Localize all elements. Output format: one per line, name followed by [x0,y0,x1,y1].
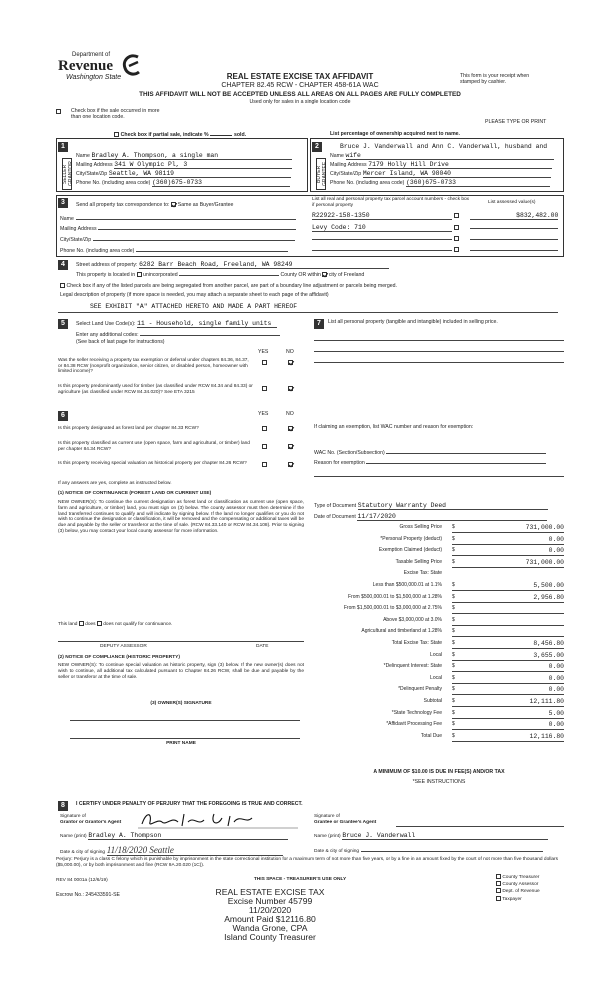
notice1-body: NEW OWNER(S): To continue the current designation as forest land or classification as current use (open space, farm and agriculture, or timber) land, you must sign on (3) below. The county assessor must then determine if the land transferred continues to qualify and will indicate by signing below. If the land no longer qualifies or you do not wish to continue the designation or classification, it will be removed and the compensating or additional taxes will be due and payable by the seller or transferor at the time of sale. (RCW 84.33.140 or RCW 84.34.108). Prior to signing (3) below, you may contact your local county assessor for more information. [58,500,304,534]
sec5-yes-header: YES [258,349,269,355]
tax-row-line [452,555,564,556]
tax-row-line [452,648,564,649]
same-as-buyer-checkbox[interactable] [171,202,176,207]
form-warning: THIS AFFIDAVIT WILL NOT BE ACCEPTED UNLESS ALL AREAS ON ALL PAGES ARE FULLY COMPLETED [139,91,461,98]
treasurer-stamp [170,888,370,942]
tax-row [403,570,564,579]
deputy-assessor-label: DEPUTY ASSESSOR [100,644,147,649]
tax-row-line [452,625,564,626]
tax-row-label: From $500,000.01 to $1,500,000 at 1.28% [348,593,442,600]
grantee-name-field[interactable]: Bruce J. Vanderwall [342,832,548,840]
seller-city-row: City/State/Zip Seattle, WA 98119 [76,170,302,178]
buyer-mail-row: Mailing Address 7179 Holly Hill Drive [330,161,560,169]
rev-number: REV 84 0001a (12/6/19) [56,878,108,883]
buyer-phone-field[interactable]: (360)675-0733 [406,179,550,187]
tax-row-label: Exemption Claimed (deduct) [378,547,442,554]
assessed-3-field[interactable] [470,234,558,240]
seller-mail-field[interactable]: 341 W Olympic Pl, 3 [114,161,292,169]
tax-row-value[interactable]: 12,116.80 [529,732,564,740]
tax-row-currency: $ [452,593,455,600]
seller-city-field[interactable]: Seattle, WA 98119 [109,170,291,178]
reason-row: Reason for exemption [314,459,564,467]
tax-row [372,582,564,591]
tax-row-label: Agricultural and timberland at 1.28% [361,628,442,635]
tax-row-currency: $ [452,709,455,716]
tax-row-value[interactable]: 731,000.00 [525,558,564,566]
sec6-q2-yes[interactable] [262,444,267,451]
dor-logo [58,52,148,94]
see-back-note: (See back of last page for instructions) [76,339,165,345]
sec3-name-row: Name [60,214,306,223]
doc-type-field[interactable]: Statutory Warranty Deed [358,502,548,510]
deputy-sig-line[interactable] [58,641,304,642]
sold-label: sold. [233,132,247,138]
tax-row-label: Local [430,651,442,658]
tax-row-label: Subtotal [423,698,442,704]
segregated-checkbox[interactable] [60,283,65,288]
tax-row-currency: $ [452,674,455,681]
section-3-number: 3 [58,198,68,208]
section-6-number: 6 [58,411,68,421]
parcel-row-2 [312,223,562,232]
parcel-row-1 [312,212,562,220]
multi-location-checkbox[interactable] [56,109,61,114]
doc-date-row: Date of Document 11/17/2020 [314,513,564,521]
tax-row-currency: $ [452,651,455,658]
deputy-date-label: DATE [256,644,269,649]
parcel-2-personal-checkbox[interactable] [454,225,459,230]
sec6-q3-yes[interactable] [262,462,267,469]
tax-row-currency: $ [452,721,455,728]
tax-row [391,709,564,719]
sec6-q1: Is this property designated as forest land per chapter 84.33 RCW? [58,426,199,431]
certify-statement: I CERTIFY UNDER PENALTY OF PERJURY THAT THE FOREGOING IS TRUE AND CORRECT. [76,801,303,807]
stamp-line-1: REAL ESTATE EXCISE TAX [215,887,325,897]
street-row: Street address of property: 6282 Barr Beach Road, Freeland, WA 98249 [76,261,556,269]
tax-row-label: *Delinquent Interest: State [383,663,442,670]
tax-row-line [452,706,564,707]
grantor-signature[interactable] [138,810,298,830]
tax-row-line [452,532,564,533]
sec6-q1-yes[interactable] [262,426,267,433]
grantor-date-row: Date & city of signing 11/18/2020 Seattle [60,845,304,856]
assessed-1-field[interactable]: $832,482.00 [470,212,558,220]
tax-row-line [452,683,564,684]
tax-row-value[interactable]: 2,956.80 [533,593,564,601]
additional-codes-row: Enter any additional codes: [76,331,304,339]
tax-row-line [452,718,564,719]
tax-row-value[interactable]: 3,655.00 [533,651,564,659]
perjury-note: Perjury: Perjury is a class C felony which is punishable by imprisonment in the state correctional institution for a maximum term of not more than five years, or by a fine in an amount fixed by the court of not more than five thousand dollars ($5,000.00), or by both imprisonment and fine (RCW 9A.20.020 (1C)). [56,857,559,868]
sec5-no-header: NO [286,349,294,355]
tax-row-line [452,741,564,742]
tax-row [383,616,564,626]
tax-row-value[interactable]: 0.00 [548,674,564,682]
tax-row [348,593,564,603]
personal-prop-line-1[interactable] [314,340,564,341]
tax-row [391,640,564,649]
tax-row [361,628,564,637]
tax-row-label: Local [430,674,442,681]
tax-row-currency: $ [452,616,455,623]
stamp-line-6: Island County Treasurer [224,932,316,943]
tax-row-currency: $ [452,732,455,739]
grantee-date-row: Date & city of signing [314,847,564,855]
parcel-3-personal-checkbox[interactable] [454,236,459,241]
sec5-q2-yes[interactable] [262,386,267,393]
buyer-city-row: City/State/Zip Mercer Island, WA 98040 [330,170,560,178]
stamp-line-3: 11/20/2020 [248,905,292,916]
tax-row-value[interactable]: 8,456.80 [533,640,564,647]
form-title: REAL ESTATE EXCISE TAX AFFIDAVIT [226,72,374,81]
sec3-city-row: City/State/Zip [60,235,306,244]
tax-row-line [452,602,564,603]
escrow-number: Escrow No.: 245433591-SE [56,892,121,898]
tax-row-value[interactable]: 0.00 [548,663,564,671]
form-chapters: CHAPTER 82.45 RCW - CHAPTER 458-61A WAC [221,82,379,89]
tax-row [378,547,564,556]
legal-desc-note: Legal description of property (if more space is needed, you may attach a separate sheet to each page of the affidavit) [60,292,329,298]
tax-row-label: *Affidavit Processing Fee [386,721,442,728]
seller-phone-row: Phone No. (including area code) (360)675-0733 [76,179,302,187]
tax-row-currency: $ [452,605,455,612]
copy-distribution [496,874,566,903]
parcel-row-4 [312,245,562,254]
tax-row-value[interactable]: 5,500.00 [533,582,564,589]
sec6-q3-no[interactable] [288,462,293,469]
section-8-number: 8 [58,801,68,811]
dept-line: Department of [72,52,111,58]
tax-row-line [452,729,564,730]
levy-code-field[interactable]: Levy Code: 710 [312,224,452,232]
sec6-q2-no[interactable] [288,444,293,451]
tax-row-line [452,694,564,695]
buyer-mail-field[interactable]: 7179 Holly Hill Drive [368,161,552,169]
personal-prop-line-2[interactable] [314,351,564,352]
parcel-1-field[interactable]: R22922-158-1350 [312,212,452,220]
sec3-phone-row: Phone No. (including area code) [60,246,306,255]
tax-row-line [452,636,564,637]
parcel-1-personal-checkbox[interactable] [454,213,459,218]
owner-signature-label: (3) OWNER(S) SIGNATURE [150,701,212,706]
unincorporated-checkbox[interactable] [137,272,142,277]
ownership-note: List percentage of ownership acquired next to name. [330,131,461,137]
copy-taxpayer: Taxpayer [496,896,566,903]
sec5-q2: Is this property predominantly used for timber (as classified under RCW 84.34 and 84.33) or agriculture (as classified under RCW 84.34.020)? See ETA 3215 [58,384,253,395]
tax-row-currency: $ [452,698,455,704]
section-2-number: 2 [312,142,322,152]
tax-row-value[interactable]: 0.00 [548,547,564,555]
personal-prop-line-3[interactable] [314,362,564,363]
tax-row-currency: $ [452,547,455,554]
legal-desc-line [58,312,558,313]
section-1-number: 1 [58,142,68,152]
partial-sale-percent[interactable] [210,131,232,136]
partial-sale-checkbox[interactable] [114,132,119,137]
county-field[interactable] [179,271,279,276]
tax-row-value[interactable]: 5.00 [548,709,564,717]
tax-row-currency: $ [452,558,455,565]
notice1-title: (1) NOTICE OF CONTINUANCE (FOREST LAND OR CURRENT USE) [58,491,212,496]
location-row: This property is located in unincorporated County OR within city of Freeland [76,272,365,278]
sec3-mail-row: Mailing Address [60,224,306,233]
sec6-q3: Is this property receiving special valuation as historical property per chapter 84.26 RCW? [58,461,247,466]
if-yes-note: If any answers are yes, complete as instructed below. [58,481,172,486]
tax-row [380,535,564,545]
tax-row-line [452,590,564,591]
correspondence-row: Send all property tax correspondence to: Same as Buyer/Grantee [76,202,234,209]
reason-field[interactable] [366,459,546,464]
tax-row [395,558,564,568]
tax-row-value[interactable]: 0.00 [548,686,564,694]
doc-date-field[interactable]: 11/17/2020 [357,513,547,521]
sec3-mail-field[interactable] [98,224,296,230]
tax-row-currency: $ [452,524,455,530]
seller-mail-row: Mailing Address 341 W Olympic Pl, 3 [76,161,302,169]
dept-state: Washington State [66,74,122,81]
tax-row [423,698,564,707]
seller-side-label: SELLER GRANTOR [62,158,72,190]
sec3-name-field[interactable] [76,214,296,220]
parcel-3-field[interactable] [312,234,452,240]
tax-row-value[interactable]: 731,000.00 [525,524,564,531]
sec5-q1-yes[interactable] [262,360,267,367]
notice2-title: (2) NOTICE OF COMPLIANCE (HISTORIC PROPERTY) [58,655,180,660]
parcel-header: List all real and personal property tax parcel account numbers - check box if personal property [312,197,470,208]
buyer-city-field[interactable]: Mercer Island, WA 98040 [363,170,551,178]
buyer-name-field[interactable]: wife [346,152,554,160]
stamp-line-2: Excise Number 45799 [227,896,313,907]
tax-row-label: Gross Selling Price [399,524,442,530]
copy-county-assessor: County Assessor [496,881,566,888]
copy-dept-revenue: Dept. of Revenue [496,888,566,895]
sec6-yes-header: YES [258,411,269,417]
tax-row-value[interactable]: 12,111.80 [529,698,564,705]
tax-row-line [452,613,564,614]
grantor-name-row: Name (print) Bradley A. Thompson [60,832,304,840]
tax-row-label: Excise Tax: State [403,570,442,577]
sec3-city-field[interactable] [93,235,295,241]
copy-county-treasurer: County Treasurer [496,874,566,881]
tax-row-line [452,544,564,545]
grantor-date-field[interactable]: 11/18/2020 Seattle [107,845,283,856]
sec6-q1-no[interactable] [288,426,293,433]
seller-name-field[interactable]: Bradley A. Thompson, a single man [92,152,292,160]
exemption-label: If claiming an exemption, list WAC number and reason for exemption: [314,424,474,430]
tax-row-value[interactable]: 0.00 [548,535,564,543]
parcel-row-3 [312,234,562,243]
legal-desc-field[interactable]: SEE EXHIBIT "A" ATTACHED HERETO AND MADE A PART HEREOF [90,303,298,310]
personal-prop-label: List all personal property (tangible and intangible) included in selling price. [328,319,498,325]
see-instructions: *SEE INSTRUCTIONS [412,779,466,785]
revenue-swoosh-icon [120,54,142,78]
tax-row [430,651,564,661]
tax-row-label: Less than $500,000.01 at 1.1% [372,582,442,588]
seller-phone-field[interactable]: (360)675-0733 [152,179,290,187]
grantee-date-field[interactable] [361,847,543,852]
multi-location-check[interactable] [56,109,61,116]
section-5-number: 5 [58,319,68,329]
grantee-signature-line[interactable] [396,826,564,827]
tax-row-line [452,567,564,568]
receipt-note: This form is your receipt when stamped by cashier. [460,73,530,85]
tax-row-label: Total Excise Tax: State [391,640,442,646]
assessed-header: List assessed value(s) [488,200,536,205]
tax-row-label: Above $3,000,000 at 3.0% [383,616,442,623]
type-or-print: PLEASE TYPE OR PRINT [485,119,547,125]
tax-row-currency: $ [452,686,455,693]
sec6-q2: Is this property classified as current use (open space, farm and agricultural, or timber) land per chapter 84.34 RCW? [58,441,250,452]
tax-row [430,674,564,684]
tax-row-label: *Delinquent Penalty [398,686,442,693]
land-does-not-checkbox[interactable] [97,621,102,626]
tax-row-label: Total Due [420,732,442,739]
sec3-phone-field[interactable] [136,246,288,252]
land-use-row: Select Land Use Code(s): 11 - Household, single family units [76,320,304,328]
partial-sale-label: Check box if partial sale, indicate % [120,132,209,138]
land-does-checkbox[interactable] [79,621,84,626]
sec6-no-header: NO [286,411,294,417]
buyer-phone-row: Phone No. (including area code) (360)675-0733 [330,179,560,187]
tax-row-label: Taxable Selling Price [395,558,442,565]
segregated-row: Check box if any of the listed parcels are being segregated from another parcel, are part of a boundary line adjustment or parcels being merged. [60,283,560,290]
seller-name-row: Name Bradley A. Thompson, a single man [76,152,302,160]
tax-row-label: From $1,500,000.01 to $3,000,000 at 2.75% [343,605,442,612]
tax-row-line [452,660,564,661]
additional-codes-field[interactable] [140,331,280,336]
assessed-4-field[interactable] [470,245,558,251]
grantor-name-field[interactable]: Bradley A. Thompson [88,832,288,840]
wac-row: WAC No. (Section/Subsection) [314,449,564,457]
parcel-4-field[interactable] [312,245,452,251]
tax-row-currency: $ [452,640,455,646]
tax-row-line [452,671,564,672]
section-4-number: 4 [58,260,68,270]
tax-row [383,663,564,672]
city-of-checkbox[interactable] [322,272,327,277]
tax-row-currency: $ [452,535,455,542]
doc-type-row: Type of Document Statutory Warranty Deed [314,502,564,510]
tax-row-value[interactable]: 0.00 [548,721,564,729]
grantor-sig-label: Signature of Grantor or Grantor's Agent [60,814,122,825]
sec5-q1-no[interactable] [288,360,293,367]
tax-row-currency: $ [452,582,455,588]
tax-row-label: *State Technology Fee [391,709,442,716]
sec5-q1: Was the seller receiving a property tax exemption or deferral under chapters 84.36, 84.37, or 84.38 RCW (nonprofit organization, senior citizen, or disabled person, homeowner with limited income)? [58,358,249,375]
multi-location-label: Check box if the sale occurred in more than one location code. [71,108,160,120]
reason-line-2[interactable] [314,476,564,477]
buyer-name-row: Name wife [330,152,560,160]
parcel-4-personal-checkbox[interactable] [454,247,459,252]
section-7-number: 7 [314,319,324,329]
tax-row-currency: $ [452,628,455,635]
owner-signature-line[interactable] [70,720,300,721]
buyer-side-label: BUYER GRANTEE [316,158,326,190]
print-name-label: PRINT NAME [166,741,196,746]
grantee-name-row: Name (print) Bruce J. Vanderwall [314,832,564,840]
wac-field[interactable] [386,449,546,454]
tax-row-label: *Personal Property (deduct) [380,535,442,542]
stamp-line-5: Wanda Grone, CPA [232,923,308,934]
tax-row [343,605,564,614]
minimum-fee-note: A MINIMUM OF $10.00 IS DUE IN FEE(S) AND/OR TAX [373,769,505,775]
tax-row [420,732,564,742]
treasurer-only: THIS SPACE - TREASURER'S USE ONLY [253,877,347,882]
dept-name: Revenue [58,58,113,74]
assessed-2-field[interactable] [470,223,558,229]
sec5-q2-no[interactable] [288,386,293,393]
single-location-note: Used only for sales in a single location code [249,99,351,105]
grantee-sig-label: Signature of Grantee or Grantee's Agent [314,814,377,825]
buyer-name-line1[interactable]: Bruce J. Vanderwall and Ann C. Vanderwall, husband and [340,143,548,150]
tax-row [386,721,564,730]
street-field[interactable]: 6282 Barr Beach Road, Freeland, WA 98249 [139,261,389,269]
print-name-line[interactable] [70,738,300,739]
tax-row-currency: $ [452,663,455,670]
continuance-row: This land does does not qualify for continuance. [58,621,173,627]
land-use-field[interactable]: 11 - Household, single family units [137,320,277,328]
tax-row [398,686,564,695]
stamp-line-4: Amount Paid $12116.80 [224,914,316,925]
notice2-body: NEW OWNER(S): To continue special valuation as historic property, sign (3) below. If the new owner(s) does not wish to continue, all additional tax calculated pursuant to Chapter 84.26 RCW, shall be due and payable by the seller or transferor at the time of sale. [58,663,304,680]
tax-row [399,524,564,533]
